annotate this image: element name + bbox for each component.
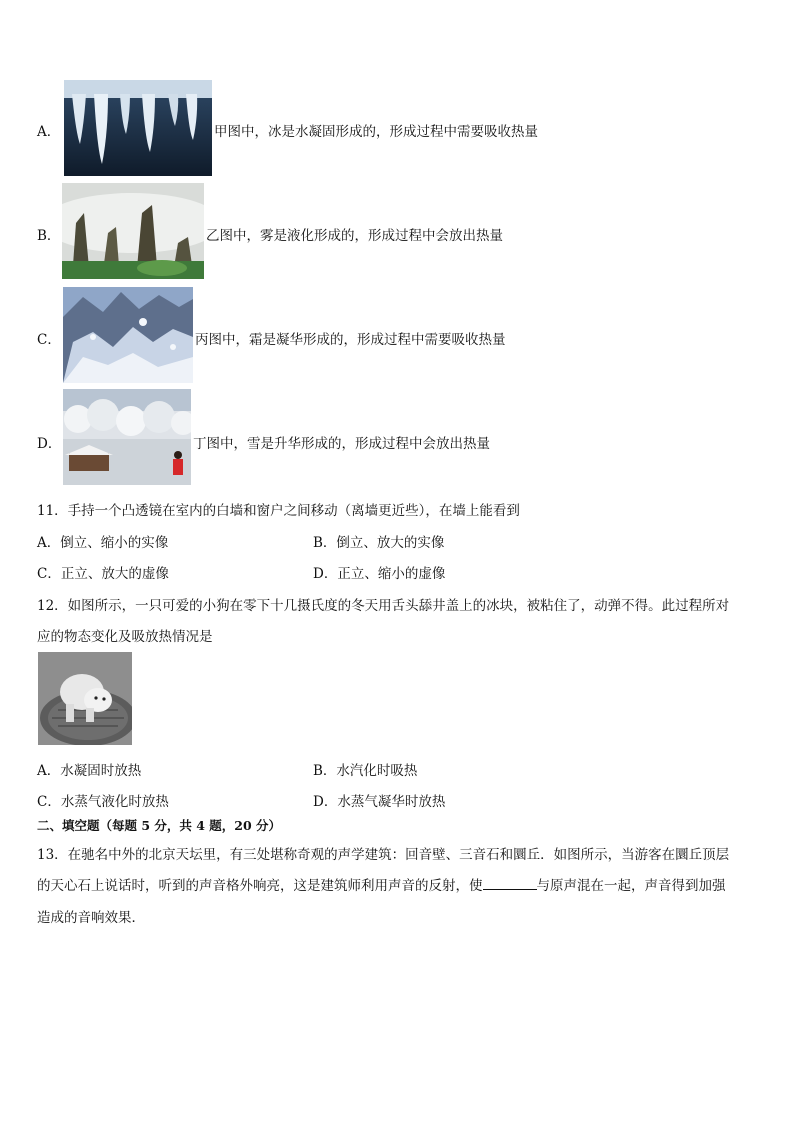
option-b-text: 乙图中，雾是液化形成的，形成过程中会放出热量 (206, 228, 503, 244)
q11-stem: 11．手持一个凸透镜在室内的白墙和窗户之间移动（离墙更近些），在墙上能看到 (37, 503, 520, 519)
q11-option-d: D．正立、缩小的虚像 (313, 566, 446, 582)
q11-option-c: C．正立、放大的虚像 (37, 566, 169, 582)
q13-line2 (37, 874, 726, 894)
option-d-letter: D． (37, 436, 62, 452)
q12-option-a: A．水凝固时放热 (37, 763, 142, 779)
q12-option-c: C．水蒸气液化时放热 (37, 794, 169, 810)
dog-manhole-image (38, 652, 132, 745)
section-heading: 二、填空题（每题 5 分，共 4 题，20 分） (37, 818, 282, 833)
q13-line2-after: 与原声混在一起，声音得到加强 (536, 878, 726, 894)
q12-option-d: D．水蒸气凝华时放热 (313, 794, 446, 810)
q12-stem-line1: 12．如图所示，一只可爱的小狗在零下十几摄氏度的冬天用舌头舔井盖上的冰块，被粘住了，动弹不得。此过程所对 (37, 598, 730, 614)
option-b-letter: B． (37, 228, 61, 244)
option-a-text: 甲图中，冰是水凝固形成的，形成过程中需要吸收热量 (214, 124, 538, 140)
option-c-letter: C． (37, 332, 61, 348)
option-c-text: 丙图中，霜是凝华形成的，形成过程中需要吸收热量 (195, 332, 506, 348)
q11-option-b: B．倒立、放大的实像 (313, 535, 445, 551)
fog-mountain-image (62, 183, 204, 279)
q12-stem-line2: 应的物态变化及吸放热情况是 (37, 629, 213, 645)
q13-line1: 13．在驰名中外的北京天坛里，有三处堪称奇观的声学建筑：回音壁、三音石和圜丘．如图所示，当游客在圜丘顶层 (37, 847, 730, 863)
option-d-text: 丁图中，雪是升华形成的，形成过程中会放出热量 (193, 436, 490, 452)
q13-line2-before: 的天心石上说话时，听到的声音格外响亮，这是建筑师利用声音的反射，使 (37, 878, 483, 894)
frost-mountain-image (63, 287, 193, 383)
snow-forest-image (63, 389, 191, 485)
icicle-image (64, 80, 212, 176)
q13-line3: 造成的音响效果． (37, 910, 145, 926)
q12-option-b: B．水汽化时吸热 (313, 763, 418, 779)
option-a-letter: A． (37, 124, 61, 140)
q11-option-a: A．倒立、缩小的实像 (37, 535, 169, 551)
q13-answer-blank[interactable] (483, 877, 537, 890)
